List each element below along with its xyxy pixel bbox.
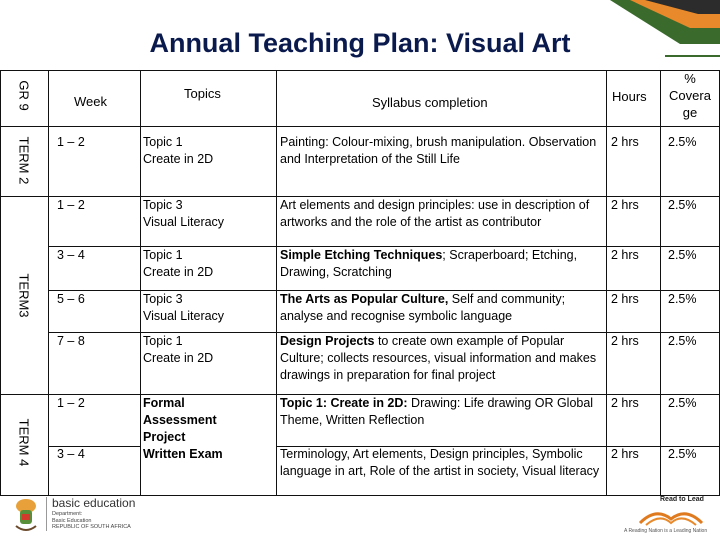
teaching-plan-table	[0, 70, 720, 496]
syllabus-bold: Design Projects	[280, 334, 375, 348]
term-label: TERM 2	[16, 136, 32, 185]
topic-cell	[143, 134, 213, 168]
topic-cell	[143, 291, 224, 325]
grade-label: GR 9	[16, 80, 32, 111]
hours-cell: 2 hrs	[611, 198, 639, 212]
header-coverage-line: %	[684, 71, 696, 86]
header-coverage-line: Covera	[669, 88, 711, 103]
topic-cell	[143, 333, 213, 367]
term-label: TERM3	[16, 273, 32, 318]
syllabus-cell	[280, 333, 602, 384]
syllabus-text: Art elements and design principles: use in description of artworks and the role of the artist as contributor	[280, 198, 590, 229]
coverage-cell: 2.5%	[668, 135, 697, 149]
topic-line: Formal	[143, 396, 185, 410]
topic-line: Topic 3	[143, 292, 183, 306]
syllabus-bold: Painting	[280, 135, 326, 149]
col-divider	[140, 70, 141, 496]
col-divider	[48, 70, 49, 496]
reading-nation-tagline: A Reading Nation is a Leading Nation	[624, 528, 708, 534]
hours-cell: 2 hrs	[611, 447, 639, 461]
header-hours: Hours	[612, 89, 647, 104]
header-syllabus: Syllabus completion	[372, 95, 488, 110]
dept-details	[52, 511, 131, 531]
coverage-cell: 2.5%	[668, 292, 697, 306]
footer	[0, 496, 720, 540]
topic-line: Project	[143, 430, 186, 444]
hours-cell: 2 hrs	[611, 248, 639, 262]
coat-of-arms-icon	[12, 496, 40, 534]
syllabus-cell	[280, 247, 602, 281]
col-divider	[0, 70, 1, 496]
topic-line: Assessment	[143, 413, 217, 427]
topic-line: Visual Literacy	[143, 309, 225, 323]
syllabus-cell	[280, 446, 602, 480]
week-cell: 1 – 2	[57, 396, 85, 410]
header-coverage	[661, 70, 719, 121]
dept-line: Basic Education	[52, 517, 92, 524]
syllabus-text: Self and community; analyse and recognise symbolic language	[280, 292, 566, 323]
col-divider	[276, 70, 277, 496]
header-topics: Topics	[184, 86, 221, 101]
book-logo-icon	[636, 505, 706, 527]
topic-line: Topic 1	[143, 334, 183, 348]
footer-divider	[46, 497, 47, 531]
week-cell: 1 – 2	[57, 198, 85, 212]
col-divider	[660, 70, 661, 496]
topic-cell	[143, 247, 213, 281]
week-cell: 3 – 4	[57, 447, 85, 461]
dept-line: Department:	[52, 511, 83, 517]
week-cell: 3 – 4	[57, 248, 85, 262]
dept-name: basic education	[52, 496, 136, 510]
hours-cell: 2 hrs	[611, 135, 639, 149]
topic-line: Create in 2D	[143, 351, 214, 365]
row-divider	[0, 126, 720, 127]
topic-line: Visual Literacy	[143, 215, 225, 229]
topic-line: Topic 1	[143, 135, 183, 149]
header-coverage-line: ge	[682, 105, 698, 120]
syllabus-text: : Colour-mixing, brush manipulation. Observation and Interpretation of the Still Life	[280, 135, 597, 166]
week-cell: 5 – 6	[57, 292, 85, 306]
page-title: Annual Teaching Plan: Visual Art	[149, 28, 571, 58]
syllabus-bold: The Arts as Popular Culture,	[280, 292, 449, 306]
syllabus-bold: Topic 1: Create in 2D:	[280, 396, 408, 410]
hours-cell: 2 hrs	[611, 334, 639, 348]
topic-cell	[143, 197, 224, 231]
term-label: TERM 4	[16, 418, 32, 467]
topic-line: Topic 3	[143, 198, 183, 212]
topic-line: Create in 2D	[143, 265, 214, 279]
term4-topic-cell	[143, 395, 223, 463]
hours-cell: 2 hrs	[611, 396, 639, 410]
week-cell: 7 – 8	[57, 334, 85, 348]
header-week: Week	[74, 94, 107, 109]
coverage-cell: 2.5%	[668, 198, 697, 212]
coverage-cell: 2.5%	[668, 334, 697, 348]
coverage-cell: 2.5%	[668, 248, 697, 262]
table-border-top	[0, 70, 720, 71]
syllabus-text: ; Scraperboard; Etching, Drawing, Scratching	[280, 248, 578, 279]
read-to-lead-label: Read to Lead	[660, 496, 704, 503]
syllabus-text: to create own example of Popular Culture; collects resources, visual information and makes drawings in preparation for final project	[280, 334, 597, 382]
hours-cell: 2 hrs	[611, 292, 639, 306]
week-cell: 1 – 2	[57, 135, 85, 149]
coverage-cell: 2.5%	[668, 396, 697, 410]
syllabus-text: Drawing: Life drawing OR Global Theme, Written Reflection	[280, 396, 594, 427]
syllabus-bold: Simple Etching Techniques	[280, 248, 443, 262]
topic-line: Written Exam	[143, 447, 223, 461]
dept-line: REPUBLIC OF SOUTH AFRICA	[52, 524, 131, 530]
syllabus-text: Terminology, Art elements, Design principles, Symbolic language in art, Role of the artist in society, Visual literacy	[280, 447, 600, 478]
syllabus-cell	[280, 291, 602, 325]
coverage-cell: 2.5%	[668, 447, 697, 461]
col-divider	[606, 70, 607, 496]
topic-line: Create in 2D	[143, 152, 214, 166]
syllabus-cell	[280, 395, 602, 429]
topic-line: Topic 1	[143, 248, 183, 262]
syllabus-cell	[280, 197, 602, 231]
syllabus-cell	[280, 134, 602, 168]
